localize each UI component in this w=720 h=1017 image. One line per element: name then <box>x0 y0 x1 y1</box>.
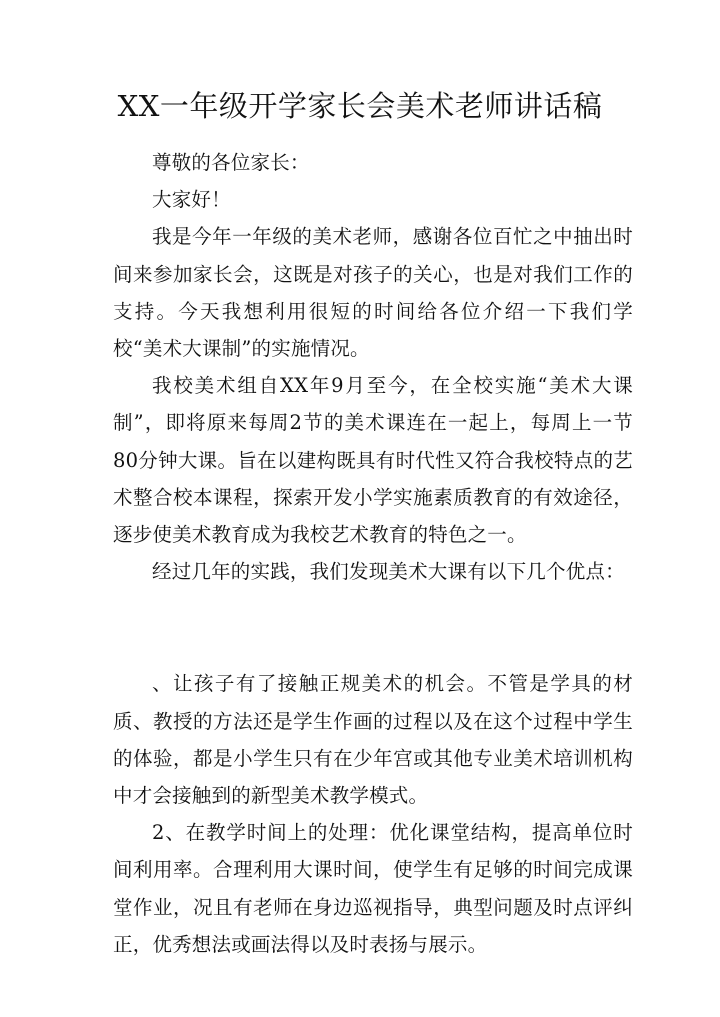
paragraph-advantage-2: 2、在教学时间上的处理：优化课堂结构，提高单位时间利用率。合理利用大课时间，使学生有足够的时间完成课堂作业，况且有老师在身边巡视指导，典型问题及时点评纠正，优秀想法或画法得以及时表扬与展示。 <box>113 821 633 956</box>
paragraph-intro: 我是今年一年级的美术老师，感谢各位百忙之中抽出时间来参加家长会，这既是对孩子的关心，也是对我们工作的支持。今天我想利用很短的时间给各位介绍一下我们学校“美术大课制”的实施情况。 <box>113 225 633 361</box>
salutation: 尊敬的各位家长： <box>152 151 310 174</box>
paragraph-program: 我校美术组自XX年9月至今，在全校实施“美术大课制”，即将原来每周2节的美术课连在一起上，每周上一节80分钟大课。旨在以建构既具有时代性又符合我校特点的艺术整合校本课程，探索开发小学实施素质教育的有效途径，逐步使美术教育成为我校艺术教育的特色之一。 <box>113 374 633 547</box>
document-body <box>113 144 633 963</box>
paragraph-advantage-1: 、让孩子有了接触正规美术的机会。不管是学具的材质、教授的方法还是学生作画的过程以及在这个过程中学生的体验，都是小学生只有在少年宫或其他专业美术培训机构中才会接触到的新型美术教学模式。 <box>113 672 633 808</box>
greeting: 大家好！ <box>152 188 231 212</box>
document-title: XX一年级开学家长会美术老师讲话稿 <box>117 89 603 123</box>
paragraph-advantages-lead: 经过几年的实践，我们发现美术大课有以下几个优点： <box>152 560 625 584</box>
